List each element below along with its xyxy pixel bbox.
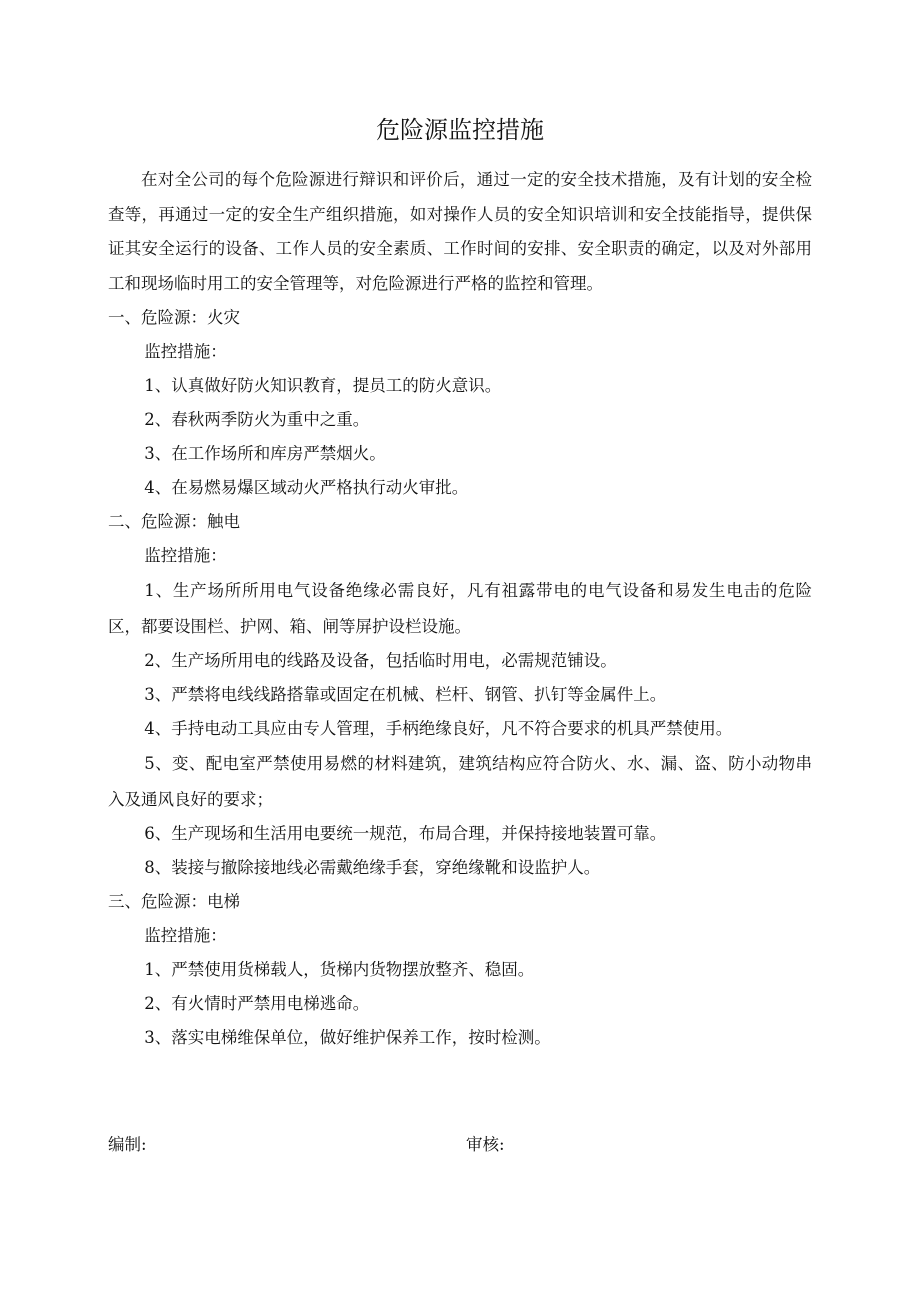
measure-item: 8、装接与撤除接地线必需戴绝缘手套，穿绝缘靴和设监护人。 — [144, 858, 601, 878]
signature-row — [108, 1128, 812, 1162]
measure-item: 2、春秋两季防火为重中之重。 — [144, 410, 370, 430]
reviewed-by-label: 审核: — [466, 1135, 505, 1154]
measure-item: 1、严禁使用货梯载人，货梯内货物摆放整齐、稳固。 — [144, 960, 535, 980]
measure-item: 1、认真做好防火知识教育，提员工的防火意识。 — [144, 376, 502, 396]
document-title: 危险源监控措施 — [376, 116, 544, 144]
measure-item: 4、在易燃易爆区域动火严格执行动火审批。 — [144, 478, 469, 498]
section-heading: 二、危险源：触电 — [108, 512, 240, 532]
measures-label: 监控措施： — [144, 546, 227, 566]
measure-item: 3、严禁将电线线路搭靠或固定在机械、栏杆、钢管、扒钉等金属件上。 — [144, 685, 667, 705]
measure-item: 3、在工作场所和库房严禁烟火。 — [144, 444, 386, 464]
section-heading: 三、危险源：电梯 — [108, 892, 240, 912]
section-elevator — [108, 885, 812, 1055]
intro-paragraph: 在对全公司的每个危险源进行辩识和评价后，通过一定的安全技术措施，及有计划的安全检查等，再通过一定的安全生产组织措施，如对操作人员的安全知识培训和安全技能指导，提供保证其安全运行的设备、工作人员的安全素质、工作时间的安排、安全职责的确定，以及对外部用工和现场临时用工的安全管理等，对危险源进行严格的监控和管理。 — [108, 170, 812, 293]
section-fire — [108, 301, 812, 505]
section-electric-shock — [108, 505, 812, 885]
measure-item: 5、变、配电室严禁使用易燃的材料建筑，建筑结构应符合防火、水、漏、盗、防小动物串入及通风良好的要求； — [108, 754, 812, 809]
measures-label: 监控措施： — [144, 926, 227, 946]
measure-item: 1、生产场所所用电气设备绝缘必需良好，凡有祖露带电的电气设备和易发生电击的危险区，都要设围栏、护网、箱、闸等屏护设栏设施。 — [108, 581, 812, 636]
measure-item: 4、手持电动工具应由专人管理，手柄绝缘良好，凡不符合要求的机具严禁使用。 — [144, 719, 733, 739]
section-heading: 一、危险源：火灾 — [108, 308, 240, 328]
measure-item: 2、生产场所用电的线路及设备，包括临时用电，必需规范铺设。 — [144, 651, 617, 671]
prepared-by-label: 编制: — [108, 1135, 147, 1154]
measures-label: 监控措施： — [144, 342, 227, 362]
measure-item: 2、有火情时严禁用电梯逃命。 — [144, 994, 370, 1014]
measure-item: 3、落实电梯维保单位，做好维护保养工作，按时检测。 — [144, 1028, 551, 1048]
measure-item: 6、生产现场和生活用电要统一规范，布局合理，并保持接地装置可靠。 — [144, 824, 667, 844]
